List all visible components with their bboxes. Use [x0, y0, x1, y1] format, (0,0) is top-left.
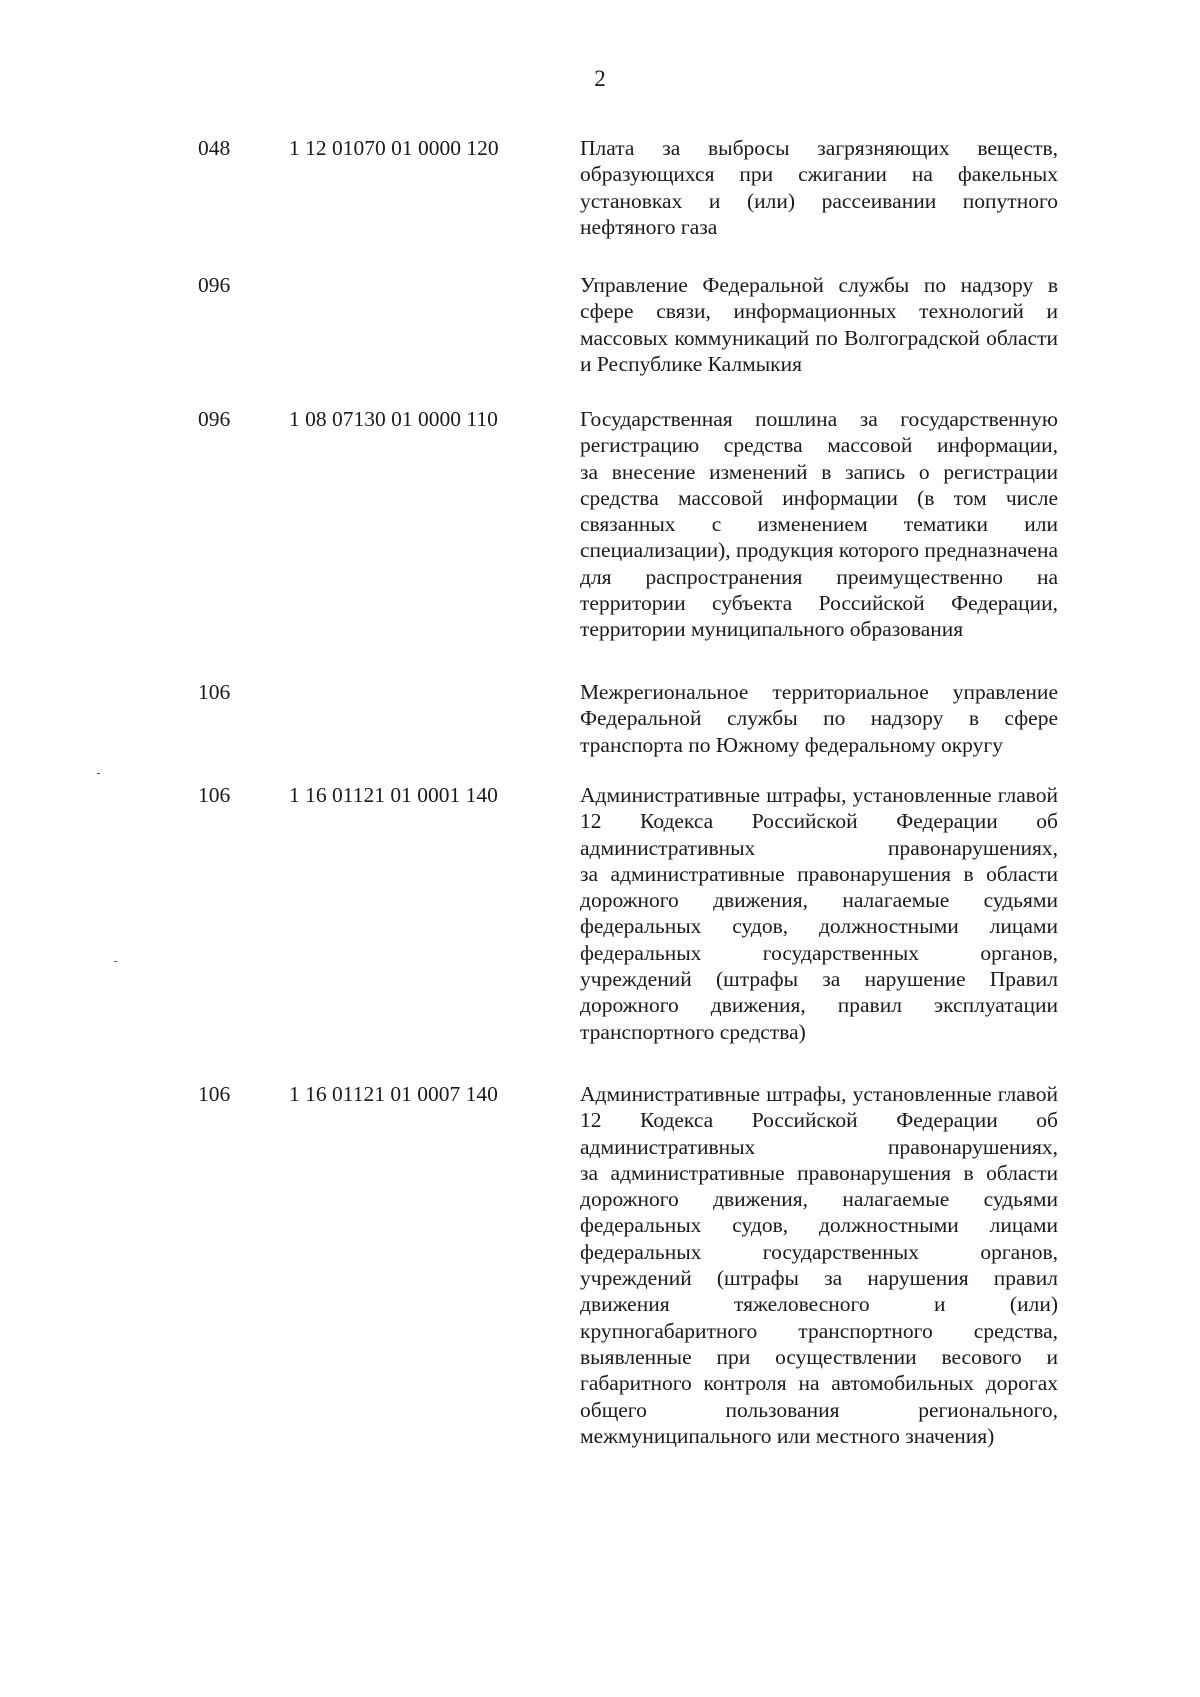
description-line: межмуниципального или местного значения) — [580, 1423, 995, 1448]
page-number: 2 — [594, 66, 606, 91]
description-line: средства массовой информации (в том числе — [580, 485, 1058, 510]
description-line: дорожного движения, правил эксплуатации — [580, 993, 1058, 1018]
description-line: дорожного движения, налагаемые судьями — [580, 888, 1058, 913]
description-line: территории субъекта Российской Федерации, — [580, 591, 1058, 616]
description-line: административных правонарушениях, — [580, 835, 1058, 860]
description-line: транспорта по Южному федеральному округу — [580, 732, 1003, 757]
description-line: Плата за выбросы загрязняющих веществ, — [580, 136, 1058, 160]
kbk-code: 1 16 01121 01 0007 140 — [289, 1082, 498, 1106]
kbk-code: 1 08 07130 01 0000 110 — [289, 407, 498, 431]
description-line: федеральных судов, должностными лицами — [580, 1213, 1058, 1238]
row-description — [580, 406, 1058, 643]
description-line: территории муниципального образования — [580, 617, 964, 642]
description-line: Государственная пошлина за государственную — [580, 407, 1058, 431]
description-line: федеральных государственных органов, — [580, 1239, 1058, 1264]
description-line: учреждений (штрафы за нарушение Правил — [580, 967, 1058, 992]
description-line: общего пользования регионального, — [580, 1397, 1058, 1422]
kbk-code: 1 16 01121 01 0001 140 — [289, 783, 498, 807]
description-line: выявленные при осуществлении весового и — [580, 1344, 1058, 1369]
row-description — [580, 135, 1058, 240]
description-line: Межрегиональное территориальное управление — [580, 680, 1058, 704]
description-line: массовых коммуникаций по Волгоградской области — [580, 325, 1058, 350]
description-line: транспортного средства) — [580, 1019, 806, 1044]
description-line: Управление Федеральной службы по надзору в — [580, 273, 1058, 297]
description-line: федеральных государственных органов, — [580, 940, 1058, 965]
description-line: и Республике Калмыкия — [580, 351, 803, 376]
description-line: движения тяжеловесного и (или) — [580, 1292, 1058, 1317]
description-line: дорожного движения, налагаемые судьями — [580, 1187, 1058, 1212]
scan-speck — [97, 773, 100, 774]
description-line: Административные штрафы, установленные главой — [580, 783, 1058, 807]
description-line: сфере связи, информационных технологий и — [580, 299, 1058, 324]
description-line: федеральных судов, должностными лицами — [580, 914, 1058, 939]
row-description — [580, 272, 1058, 377]
description-line: Административные штрафы, установленные главой — [580, 1082, 1058, 1106]
description-line: за административные правонарушения в области — [580, 1160, 1058, 1185]
description-line: специализации), продукция которого предназначена — [580, 538, 1059, 563]
description-line: учреждений (штрафы за нарушения правил — [580, 1266, 1058, 1291]
description-line: нефтяного газа — [580, 214, 718, 239]
description-line: за административные правонарушения в области — [580, 861, 1058, 886]
description-line: установках и (или) рассеивании попутного — [580, 188, 1058, 213]
scan-speck — [114, 961, 117, 962]
description-line: 12 Кодекса Российской Федерации об — [580, 1108, 1058, 1133]
description-line: для распространения преимущественно на — [580, 564, 1058, 589]
description-line: габаритного контроля на автомобильных дорогах — [580, 1371, 1058, 1396]
row-description — [580, 679, 1058, 758]
description-line: регистрацию средства массовой информации, — [580, 433, 1058, 458]
description-line: крупногабаритного транспортного средства, — [580, 1318, 1058, 1343]
description-line: административных правонарушениях, — [580, 1134, 1058, 1159]
row-description — [580, 782, 1058, 1045]
row-description — [580, 1081, 1058, 1449]
description-line: Федеральной службы по надзору в сфере — [580, 706, 1058, 731]
kbk-code: 1 12 01070 01 0000 120 — [289, 136, 499, 160]
description-line: 12 Кодекса Российской Федерации об — [580, 809, 1058, 834]
description-line: образующихся при сжигании на факельных — [580, 162, 1058, 187]
description-line: связанных с изменением тематики или — [580, 512, 1058, 537]
description-line: за внесение изменений в запись о регистрации — [580, 459, 1058, 484]
